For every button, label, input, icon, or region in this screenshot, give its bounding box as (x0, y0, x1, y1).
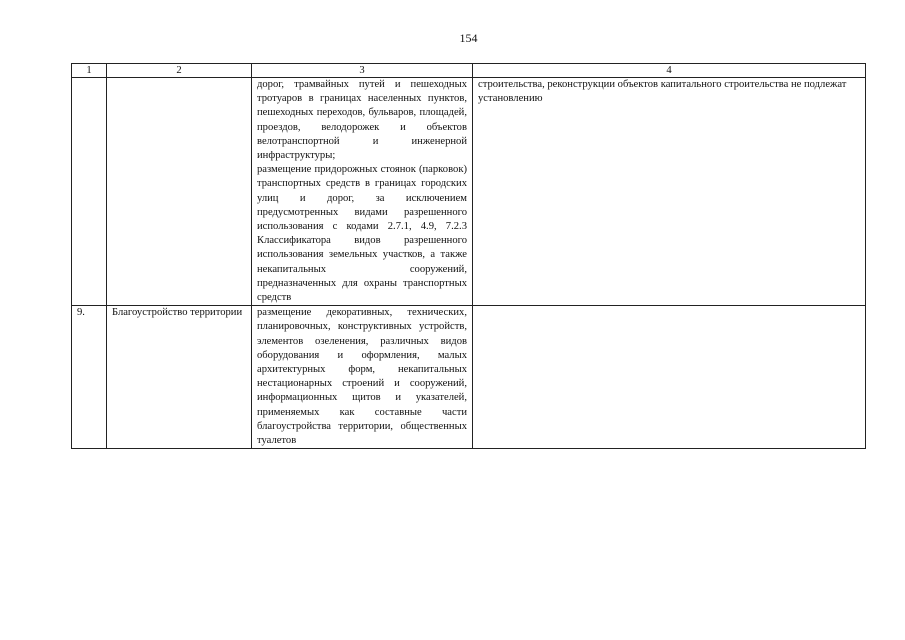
row-note (473, 306, 866, 449)
regulations-table (71, 63, 866, 449)
row-number: 9. (72, 306, 107, 449)
table-row (72, 306, 866, 449)
header-col-2: 2 (107, 64, 252, 78)
header-row (72, 64, 866, 78)
description-paragraph: размещение придорожных стоянок (парковок) транспортных средств в границах городских улиц и дорог, за исключением предусмотренных видами разрешенного использования с кодами 2.7.1, 4.9, 7.2.3 Классификатора видов разрешенного использования земельных участков, а также некапитальных сооружений, предназначенных для охраны транспортных средств (257, 164, 467, 304)
row-name (107, 78, 252, 306)
row-description (252, 306, 473, 449)
row-description (252, 78, 473, 306)
header-col-3: 3 (252, 64, 473, 78)
header-col-4: 4 (473, 64, 866, 78)
row-name: Благоустройство территории (107, 306, 252, 449)
header-col-1: 1 (72, 64, 107, 78)
page-number: 154 (459, 31, 478, 45)
description-paragraph: размещение декоративных, технических, планировочных, конструктивных устройств, элементов озеленения, различных видов оборудования и оформления, малых архитектурных форм, некапитальных нестационарных строений и сооружений, информационных щитов и указателей, применяемых как составные части благоустройства территории, общественных туалетов (257, 307, 467, 447)
description-paragraph: дорог, трамвайных путей и пешеходных тротуаров в границах населенных пунктов, пешеходных переходов, бульваров, площадей, проездов, велодорожек и объектов велотранспортной и инженерной инфраструктуры; (257, 79, 467, 162)
row-note: строительства, реконструкции объектов капитального строительства не подлежат установлению (473, 78, 866, 306)
table-row (72, 78, 866, 306)
row-number (72, 78, 107, 306)
